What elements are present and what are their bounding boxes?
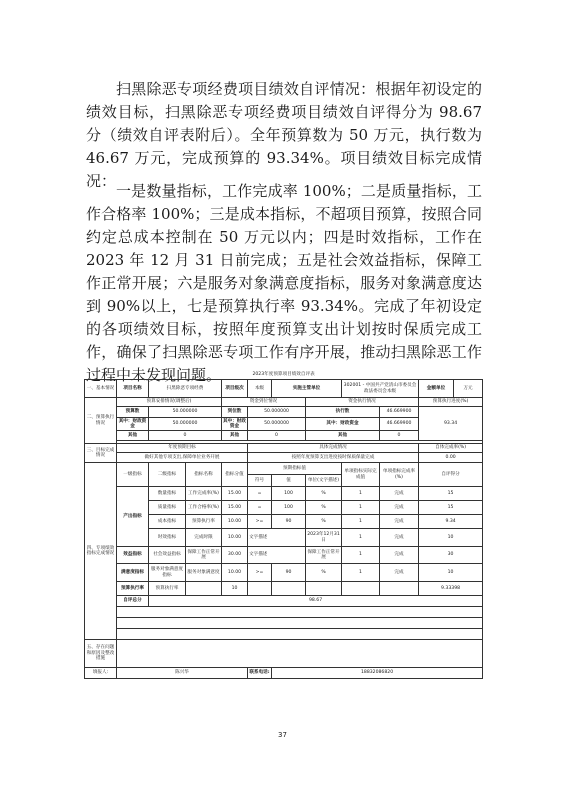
indicator-rate: 完成: [380, 515, 419, 529]
budget-rate-header: 预算执行进度(%): [419, 398, 483, 407]
indicator-score: 30.00: [222, 547, 248, 564]
problems-text: [117, 640, 483, 668]
indicator-symbol: 文字描述: [248, 529, 306, 547]
total-label: 自评总分: [117, 596, 149, 607]
category-satisfaction: 满意度指标: [117, 564, 149, 582]
page-number: 37: [278, 731, 287, 739]
indicator-symbol: >=: [248, 515, 272, 529]
indicator-actual: [342, 582, 380, 596]
indicator-value: 90: [272, 564, 306, 582]
indicator-value: [272, 582, 306, 596]
exec-other-value: 0: [380, 431, 419, 441]
exec-other-label: 其他: [306, 431, 380, 441]
indicator-unit: %: [306, 487, 342, 501]
budget-arrival-header: 资金到位情况: [222, 398, 306, 407]
indicator-symbol: [248, 582, 272, 596]
indicator-name: 工作完成率(%): [186, 487, 222, 501]
goal-done-header: 具体完成情况: [248, 444, 419, 453]
indicator-actual: 1: [342, 501, 380, 515]
exec-fiscal-label: 其中：财政资金: [306, 418, 380, 431]
amount-unit-value: 万元: [454, 380, 483, 398]
indicator-name: 完成时限: [186, 529, 222, 547]
indicator-actual: 1: [342, 564, 380, 582]
exec-fiscal-value: 46.669900: [380, 418, 419, 431]
indicator-name: 预算执行率: [186, 515, 222, 529]
indicator-rate: 完成: [380, 547, 419, 564]
header-unit: 单位(文字描述): [306, 475, 342, 487]
budget-rate-value: 93.34: [419, 407, 483, 441]
exec-amount-label: 执行数: [306, 407, 380, 418]
indicator-actual: 1: [342, 487, 380, 501]
goal-header: 年度预期目标: [117, 444, 248, 453]
indicator-name: 服务对象满意度: [186, 564, 222, 582]
budget-other-value: 0: [149, 431, 222, 441]
goal-done-text: 按照年度预算支出进度按时保质保量完成: [248, 453, 419, 463]
header-rate: 单项指标完成率(%): [380, 463, 419, 487]
indicator-symbol: =: [248, 501, 272, 515]
budget-exec-header: 资金执行情况: [306, 398, 419, 407]
indicator-value: 100: [272, 487, 306, 501]
indicator-blank-row: [117, 607, 483, 618]
indicator-row: [85, 564, 483, 582]
indicator-name: 工作合格率(%): [186, 501, 222, 515]
indicator-level2: 成本指标: [149, 515, 186, 529]
indicator-self: 9.34: [419, 515, 483, 529]
paragraph-self-evaluation: 扫黑除恶专项经费项目绩效自评情况：根据年初设定的绩效目标，扫黑除恶专项经费项目绩效自评得分为 98.67 分（绩效自评表附后）。全年预算数为 50 万元，执行数为 46.67 万元，完成预算的 93.34%。项目绩效目标完成情况：: [86, 80, 482, 190]
indicator-rate: 完成: [380, 564, 419, 582]
indicator-unit: 保障工作正常开展: [306, 547, 342, 564]
indicator-level2: 质量指标: [149, 501, 186, 515]
indicator-actual: 1: [342, 529, 380, 547]
indicator-unit: %: [306, 564, 342, 582]
category-output: 产出指标: [117, 487, 149, 547]
indicator-unit: 2023年12月31日: [306, 529, 342, 547]
arrival-fiscal-label: 其中：财政资金: [223, 418, 246, 429]
total-score: 98.67: [149, 596, 483, 607]
budget-other-label: 其他: [117, 431, 149, 441]
table-title: 2023年度预算项目绩效自评表: [85, 371, 483, 380]
indicator-row: [85, 547, 483, 564]
indicator-rate: 完成: [380, 501, 419, 515]
indicator-self: 15: [419, 501, 483, 515]
arrival-fiscal-value: 50.000000: [248, 418, 306, 431]
section-indicators: 四、专项绩效指标完成情况: [85, 463, 117, 640]
header-level3: 指标名称: [186, 463, 222, 487]
unit-value: 302001 - 中国共产党清山市委员会政法委员会本级: [342, 380, 419, 398]
section-problems: 五、存在问题和原因及整改措施: [85, 640, 117, 668]
indicator-score: 15.00: [222, 487, 248, 501]
header-value: 值: [272, 475, 306, 487]
indicator-level2: 数量指标: [149, 487, 186, 501]
header-actual: 单项指标实际完成值: [342, 463, 380, 487]
project-name-label: 项目名称: [117, 380, 149, 398]
budget-amount-value: 50.000000: [149, 407, 222, 418]
indicator-actual: 1: [342, 515, 380, 529]
header-symbol: 符号: [248, 475, 272, 487]
level-value: 本级: [248, 380, 272, 398]
indicator-level2: 服务对象满意度指标: [149, 564, 186, 582]
indicator-self: 10: [419, 564, 483, 582]
indicator-score: 10.00: [222, 529, 248, 547]
indicator-symbol: 文字描述: [248, 547, 306, 564]
level-label: 项目级次: [222, 380, 248, 398]
indicator-self: 30: [419, 547, 483, 564]
indicator-row: [85, 487, 483, 501]
header-target: 预期指标值: [248, 463, 342, 475]
indicator-unit: [306, 582, 342, 596]
indicator-row: [85, 582, 483, 596]
indicator-actual: 1: [342, 547, 380, 564]
indicator-self: 9.33398: [419, 582, 483, 596]
indicator-score: 10.00: [222, 564, 248, 582]
paragraph-indicators-summary: 一是数量指标，工作完成率 100%；二是质量指标，工作合格率 100%；三是成本指标，不超项目预算，按照合同约定总成本控制在 50 万元以内；四是时效指标，工作在 2023 年 12 月 31 日前完成；五是社会效益指标，保障工作正常开展；六是服务对象满意度指标，服务对象满意度达到 90%以上，七是预算执行率 93.34%。完成了年初设定的各项绩效目标，按照年度预算支出计划按时保质完成工作，确保了扫黑除恶专项工作有序开展，推动扫黑除恶工作过程中未发现问题。: [86, 182, 482, 384]
project-name: 扫黑除恶专项经费: [149, 380, 222, 398]
arrival-amount-value: 50.000000: [248, 407, 306, 418]
indicator-level2: 时效指标: [149, 529, 186, 547]
phone-label: 联系电话:: [248, 668, 272, 679]
category-effect: 效益指标: [117, 547, 149, 564]
indicator-self: 10: [419, 529, 483, 547]
indicator-unit: %: [306, 515, 342, 529]
indicator-symbol: =: [248, 487, 272, 501]
indicator-name: 保障工作正常开展: [186, 547, 222, 564]
phone-value: 18832086820: [272, 668, 483, 679]
indicator-value: 100: [272, 501, 306, 515]
indicator-level2: 社会效益指标: [149, 547, 186, 564]
arrival-other-value: 0: [248, 431, 306, 441]
filler-label: 填报人:: [85, 668, 117, 679]
indicator-blank-row: [117, 618, 483, 629]
performance-evaluation-table: [84, 371, 483, 679]
header-score: 指标分值: [222, 463, 248, 487]
section-basic: 一、基本情况: [85, 380, 117, 398]
goal-rate-header: 自体完成率(%): [419, 444, 483, 453]
indicator-name: [186, 582, 222, 596]
indicator-value: 90: [272, 515, 306, 529]
indicator-score: 10.00: [222, 515, 248, 529]
goal-rate-value: 0.00: [419, 453, 483, 463]
arrival-other-label: 其他: [222, 431, 248, 441]
header-level2: 二级指标: [149, 463, 186, 487]
indicator-rate: [380, 582, 419, 596]
arrival-amount-label: 到位数: [222, 407, 248, 418]
indicator-score: 10: [222, 582, 248, 596]
indicator-level2: 预算执行率: [149, 582, 186, 596]
indicator-rate: 完成: [380, 487, 419, 501]
header-level1: 一级指标: [117, 463, 149, 487]
category-budget-rate: 预算执行率: [117, 582, 149, 596]
indicator-symbol: >=: [248, 564, 272, 582]
budget-fiscal-label: 其中：财政资金: [117, 418, 149, 431]
indicator-rate: 完成: [380, 529, 419, 547]
indicator-blank-row: [117, 629, 483, 640]
indicator-self: 15: [419, 487, 483, 501]
indicator-unit: %: [306, 501, 342, 515]
budget-amount-label: 预算数: [117, 407, 149, 418]
section-goal: 三、目标完成情况: [85, 444, 117, 463]
exec-amount-value: 46.669900: [380, 407, 419, 418]
budget-plan-header: 预算安排情况(调整后): [117, 398, 222, 407]
amount-unit-label: 金额单位: [419, 380, 454, 398]
indicator-score: 15.00: [222, 501, 248, 515]
filler-name: 陈兴华: [117, 668, 248, 679]
header-self: 自评得分: [419, 463, 483, 487]
budget-fiscal-value: 50.000000: [149, 418, 222, 431]
unit-label: 实施主管单位: [272, 380, 342, 398]
section-budget: 二、预算执行情况: [85, 398, 117, 444]
goal-text: 做好其他专项支出,保障单位业务开展: [117, 453, 248, 463]
